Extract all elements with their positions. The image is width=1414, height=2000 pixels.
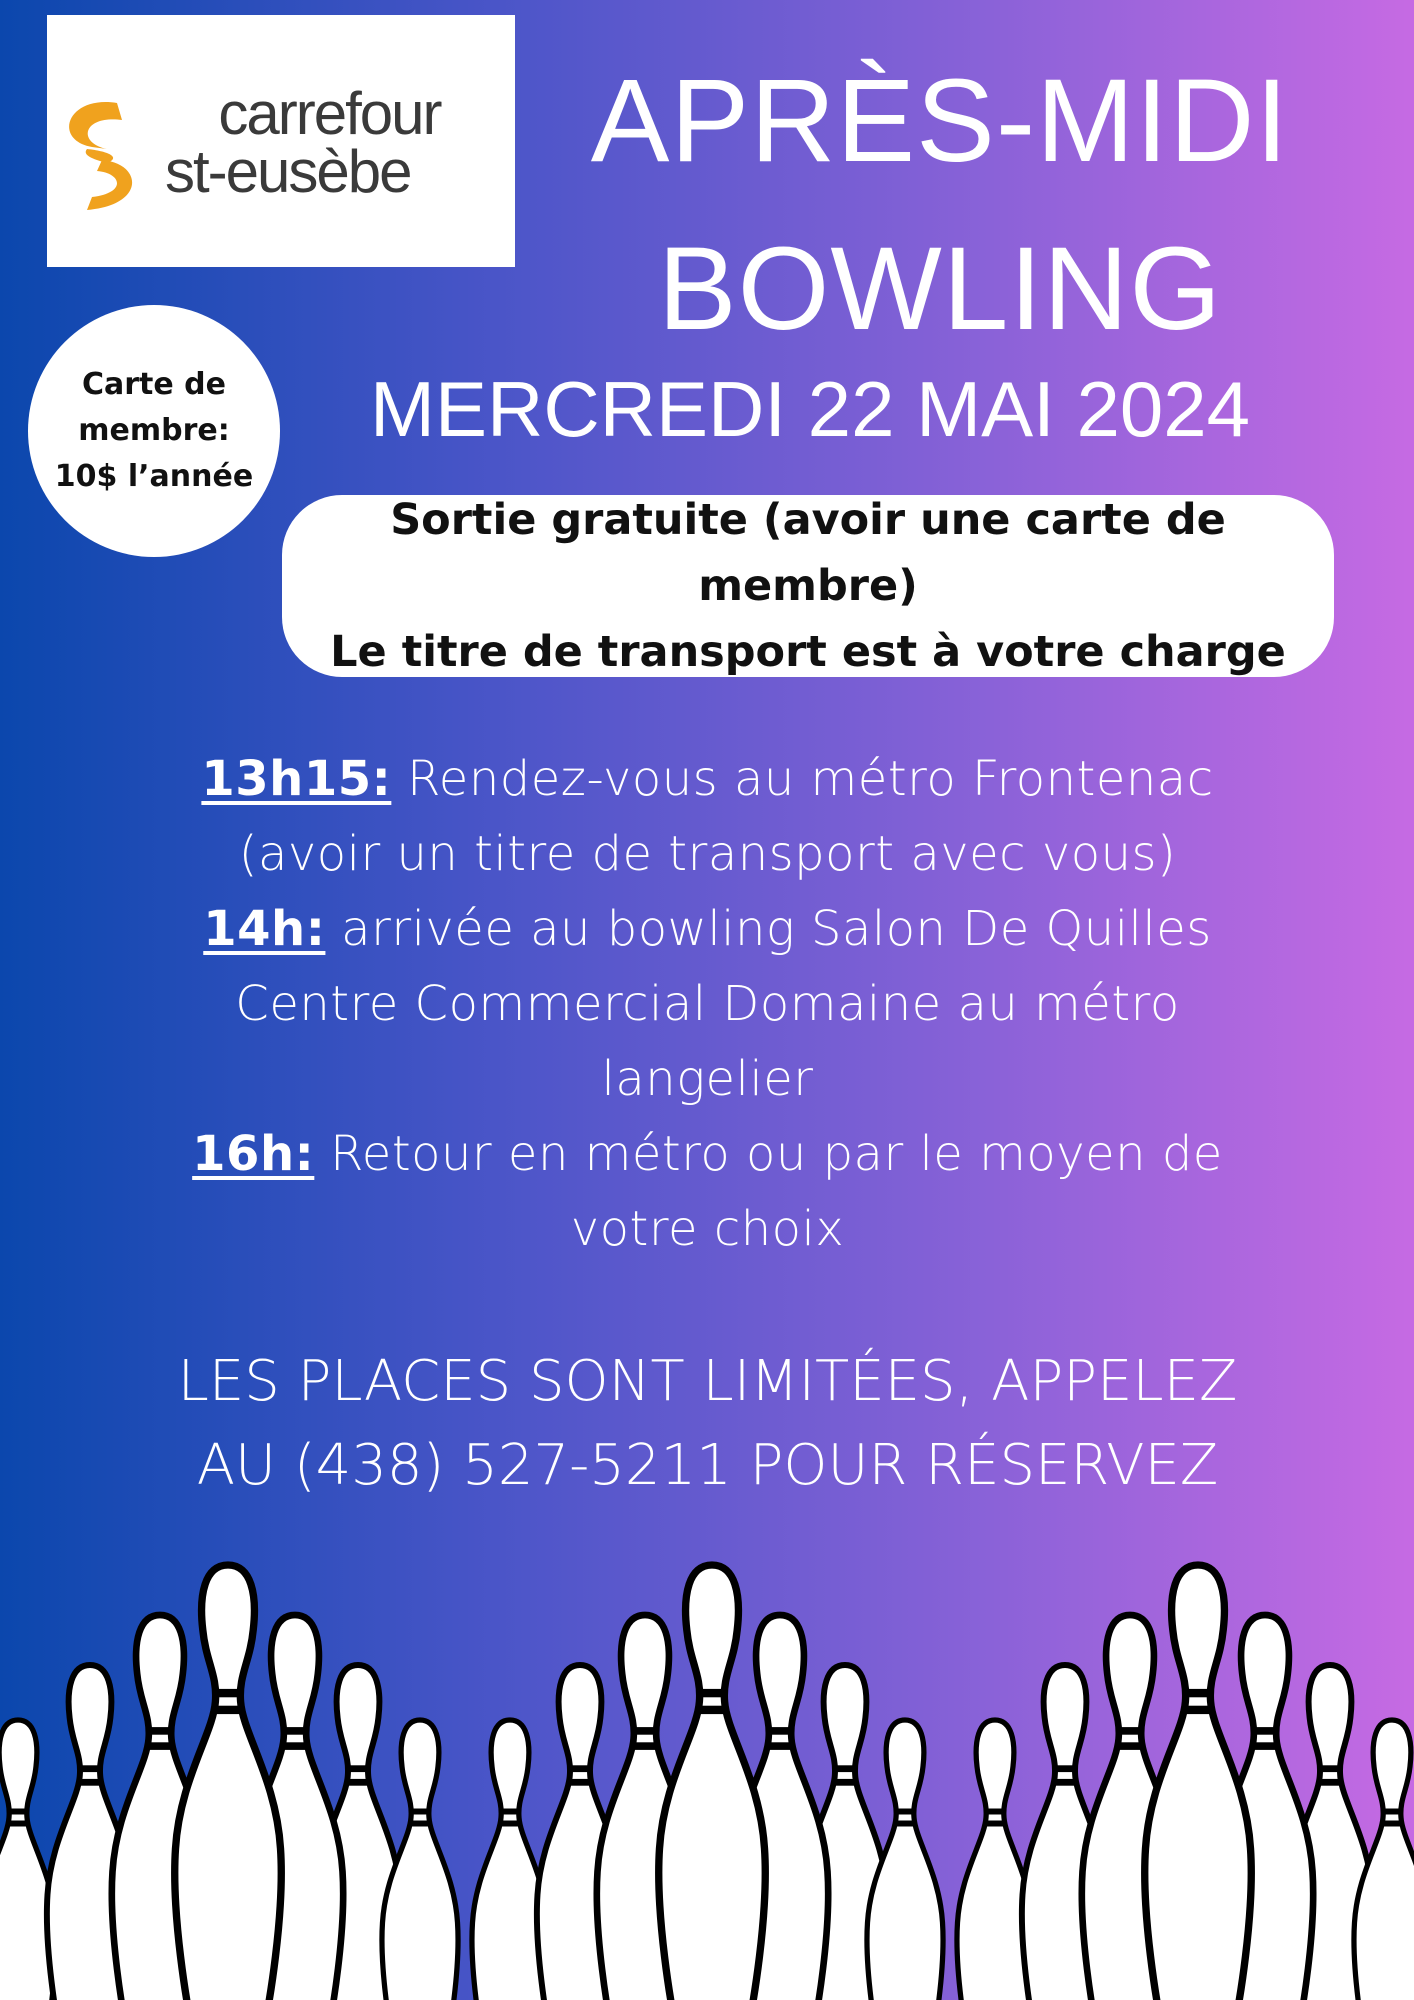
organization-logo	[47, 15, 515, 267]
logo-line-2: st-eusèbe	[165, 138, 411, 205]
schedule-text-1b: (avoir un titre de transport avec vous)	[238, 826, 1177, 882]
event-date: MERCREDI 22 MAI 2024	[370, 365, 1250, 453]
badge-line-1: Carte de	[81, 367, 226, 402]
logo-text	[165, 80, 441, 205]
cta-line-1: LES PLACES SONT LIMITÉES, APPELEZ	[177, 1349, 1238, 1414]
membership-badge	[28, 305, 280, 557]
bowling-pins-illustration	[0, 1540, 1414, 2000]
schedule-item-3	[110, 1117, 1305, 1192]
schedule-time-3: 16h:	[192, 1126, 315, 1182]
event-title-line-1: APRÈS-MIDI	[590, 55, 1290, 187]
badge-line-3: 10$ l’année	[54, 459, 254, 494]
notice-line-2: Le titre de transport est à votre charge	[330, 627, 1286, 677]
schedule-item-1	[110, 742, 1305, 817]
notice-line-1: Sortie gratuite (avoir une carte de membre)	[390, 495, 1226, 611]
logo-line-1: carrefour	[218, 80, 441, 147]
pin-group-left	[0, 1565, 458, 2000]
schedule-text-2a: arrivée au bowling Salon De Quilles	[325, 901, 1212, 957]
schedule-text-2c: langelier	[601, 1051, 814, 1107]
pin-group-right	[957, 1565, 1414, 2000]
reservation-call-to-action	[60, 1340, 1355, 1508]
logo-mark-icon	[47, 85, 167, 225]
schedule-text-2b: Centre Commercial Domaine au métro	[235, 976, 1180, 1032]
schedule-time-2: 14h:	[203, 901, 326, 957]
schedule-item-2	[110, 892, 1305, 967]
schedule	[110, 742, 1305, 1267]
pin-group-center	[472, 1565, 943, 2000]
schedule-text-3b: votre choix	[570, 1201, 845, 1257]
badge-line-2: membre:	[78, 413, 230, 448]
schedule-text-3a: Retour en métro ou par le moyen de	[314, 1126, 1223, 1182]
event-title-line-2: BOWLING	[657, 223, 1223, 355]
cta-line-2: AU (438) 527-5211 POUR RÉSERVEZ	[196, 1433, 1219, 1498]
notice-box	[282, 495, 1334, 677]
schedule-time-1: 13h15:	[201, 751, 392, 807]
schedule-text-1a: Rendez-vous au métro Frontenac	[391, 751, 1214, 807]
